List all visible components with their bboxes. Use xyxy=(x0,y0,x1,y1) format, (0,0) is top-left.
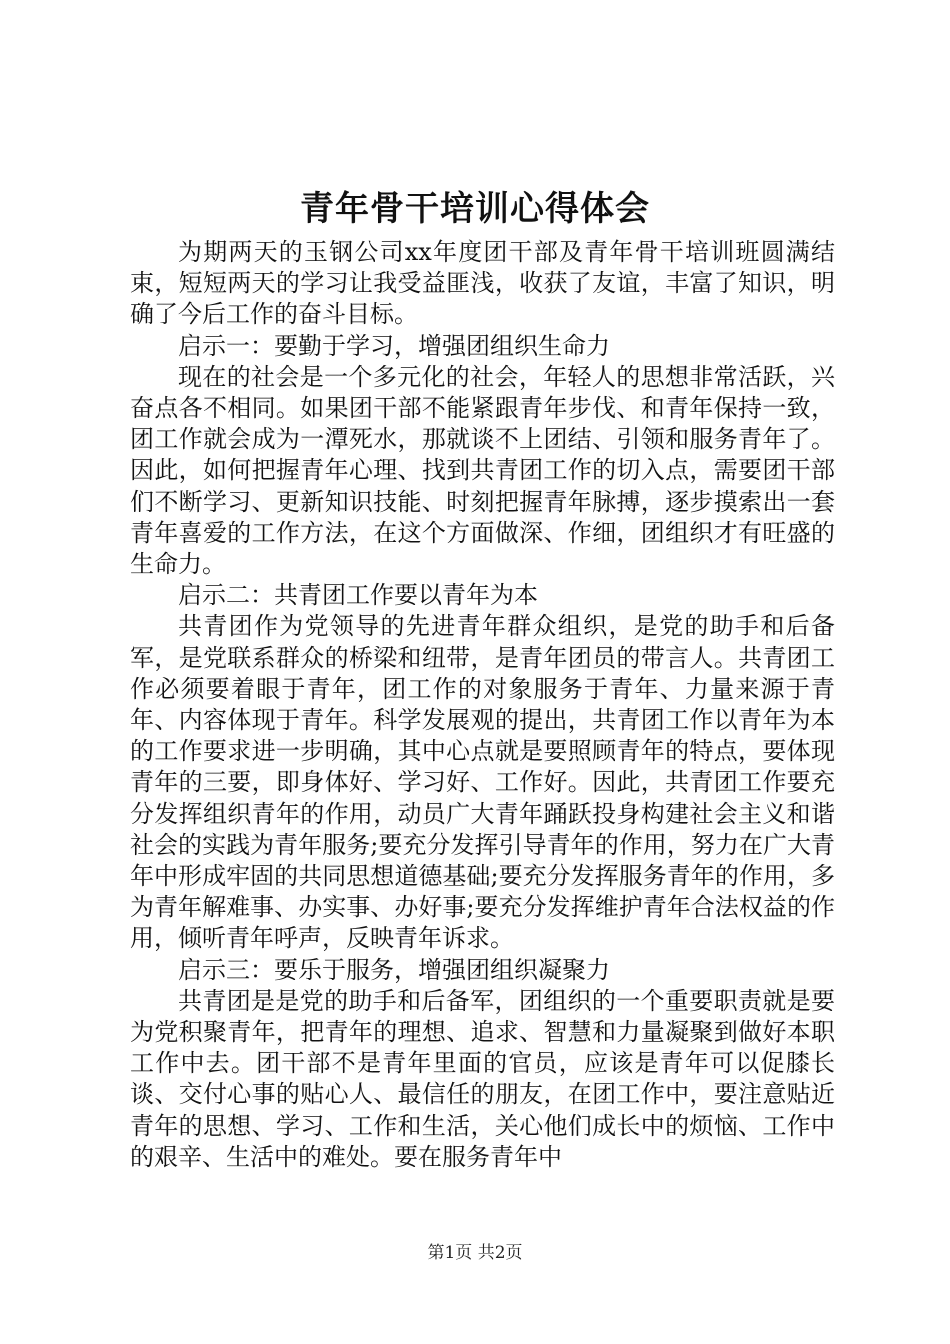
paragraph-section-2: 共青团作为党领导的先进青年群众组织，是党的助手和后备军，是党联系群众的桥梁和纽带，是青年团员的带言人。共青团工作必须要着眼于青年，团工作的对象服务于青年、力量来源于青年、内容体现于青年。科学发展观的提出，共青团工作以青年为本的工作要求进一步明确，其中心点就是要照顾青年的特点，要体现青年的三要，即身体好、学习好、工作好。因此，共青团工作要充分发挥组织青年的作用，动员广大青年踊跃投身构建社会主义和谐社会的实践为青年服务;要充分发挥引导青年的作用，努力在广大青年中形成牢固的共同思想道德基础;要充分发挥服务青年的作用，多为青年解难事、办实事、办好事;要充分发挥维护青年合法权益的作用，倾听青年呼声，反映青年诉求。 xyxy=(130,612,835,953)
section-heading-2: 启示二：共青团工作要以青年为本 xyxy=(178,581,538,610)
document-title: 青年骨干培训心得体会 xyxy=(300,189,650,229)
page-footer: 第1页 共2页 xyxy=(427,1243,523,1263)
section-heading-1: 启示一：要勤于学习，增强团组织生命力 xyxy=(178,331,610,360)
paragraph-section-3: 共青团是是党的助手和后备军，团组织的一个重要职责就是要为党积聚青年，把青年的理想、追求、智慧和力量凝聚到做好本职工作中去。团干部不是青年里面的官员，应该是青年可以促膝长谈、交付心事的贴心人、最信任的朋友，在团工作中，要注意贴近青年的思想、学习、工作和生活，关心他们成长中的烦恼、工作中的艰辛、生活中的难处。要在服务青年中 xyxy=(130,986,835,1171)
section-heading-3: 启示三：要乐于服务，增强团组织凝聚力 xyxy=(178,955,610,984)
paragraph-section-1: 现在的社会是一个多元化的社会，年轻人的思想非常活跃，兴奋点各不相同。如果团干部不能紧跟青年步伐、和青年保持一致，团工作就会成为一潭死水，那就谈不上团结、引领和服务青年了。因此，如何把握青年心理、找到共青团工作的切入点，需要团干部们不断学习、更新知识技能、时刻把握青年脉搏，逐步摸索出一套青年喜爱的工作方法，在这个方面做深、作细，团组织才有旺盛的生命力。 xyxy=(130,362,835,579)
document-body xyxy=(130,237,835,1173)
paragraph-intro: 为期两天的玉钢公司xx年度团干部及青年骨干培训班圆满结束，短短两天的学习让我受益匪浅，收获了友谊，丰富了知识，明确了今后工作的奋斗目标。 xyxy=(130,238,835,329)
